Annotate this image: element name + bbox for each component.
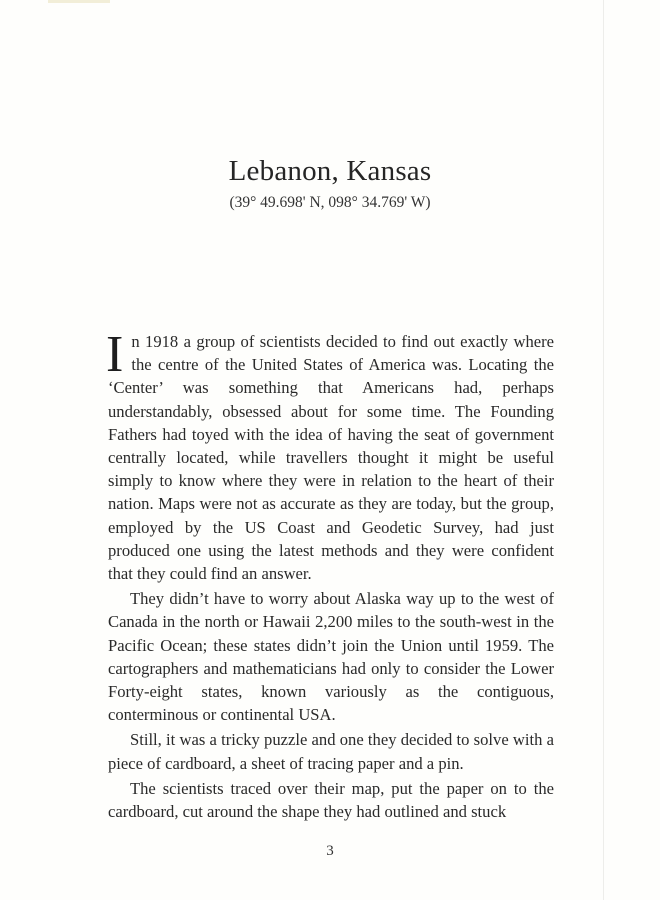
scan-corner-mark xyxy=(48,0,110,3)
page-number: 3 xyxy=(326,843,334,859)
chapter-title: Lebanon, Kansas xyxy=(228,155,432,187)
paragraph-3: Still, it was a tricky puzzle and one they decided to solve with a piece of cardboard, a sheet of tracing paper and a pin. xyxy=(108,730,554,773)
paragraph-1-text: n 1918 a group of scientists decided to find out exactly where the centre of the United States of America was. Locating the ‘Center’ was something that Americans had, perhaps understandably, obsessed about for some time. The Founding Fathers had toyed with the idea of having the seat of government centrally located, while travellers thought it might be useful simply to know where they were in relation to the heart of their nation. Maps were not as accurate as they are today, but the group, employed by the US Coast and Geodetic Survey, had just produced one using the latest methods and they were confident that they could find an answer. xyxy=(108,332,554,584)
chapter-coordinates: (39° 49.698' N, 098° 34.769' W) xyxy=(229,194,431,211)
paragraph-2: They didn’t have to worry about Alaska way up to the west of Canada in the north or Hawaii 2,200 miles to the south-west in the Pacific Ocean; these states didn’t join the Union until 1959. The cartographers and mathematicians had only to consider the Lower Forty-eight states, known variously as the contiguous, conterminous or continental USA. xyxy=(108,589,554,725)
page-edge-line xyxy=(603,0,604,900)
paragraph-1 xyxy=(106,326,554,585)
paragraph-4: The scientists traced over their map, put the paper on to the cardboard, cut around the shape they had outlined and stuck xyxy=(108,778,554,822)
drop-cap: I xyxy=(106,326,124,383)
body-text xyxy=(106,326,554,823)
